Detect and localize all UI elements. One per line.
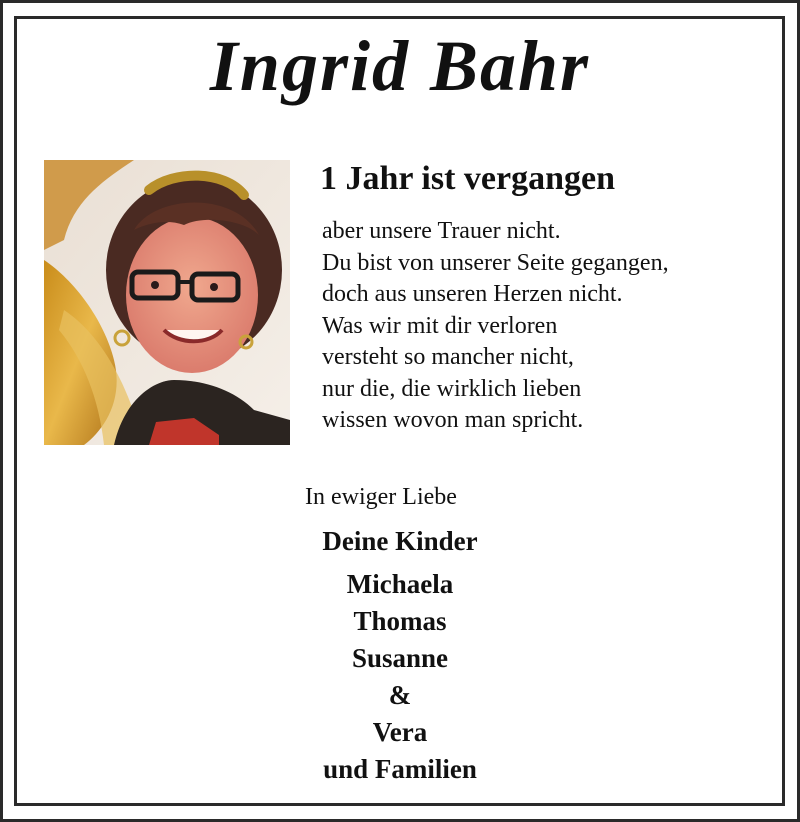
family-names [0,566,800,788]
ampersand: & [388,680,412,710]
poem-line: doch aus unseren Herzen nicht. [322,281,623,307]
portrait-illustration [44,160,290,445]
family-name: Michaela [346,569,454,599]
poem-line: Was wir mit dir verloren [322,312,558,339]
poem-line: Du bist von unserer Seite gegangen, [322,249,669,276]
closing-line: In ewiger Liebe [305,484,457,510]
deceased-name: Ingrid Bahr [209,26,591,106]
poem-line: versteht so mancher nicht, [322,344,574,370]
family-name: und Familien [323,754,477,784]
poem-line: aber unsere Trauer nicht. [322,218,561,244]
headline: 1 Jahr ist vergangen [320,160,615,197]
family-heading: Deine Kinder [322,526,478,556]
family-name: Vera [372,717,428,747]
poem-line: nur die, die wirklich lieben [322,375,582,402]
poem [322,216,669,437]
family-name: Thomas [353,606,447,636]
family-name: Susanne [351,643,449,673]
poem-line: wissen wovon man spricht. [322,407,584,433]
portrait-photo [44,160,290,445]
